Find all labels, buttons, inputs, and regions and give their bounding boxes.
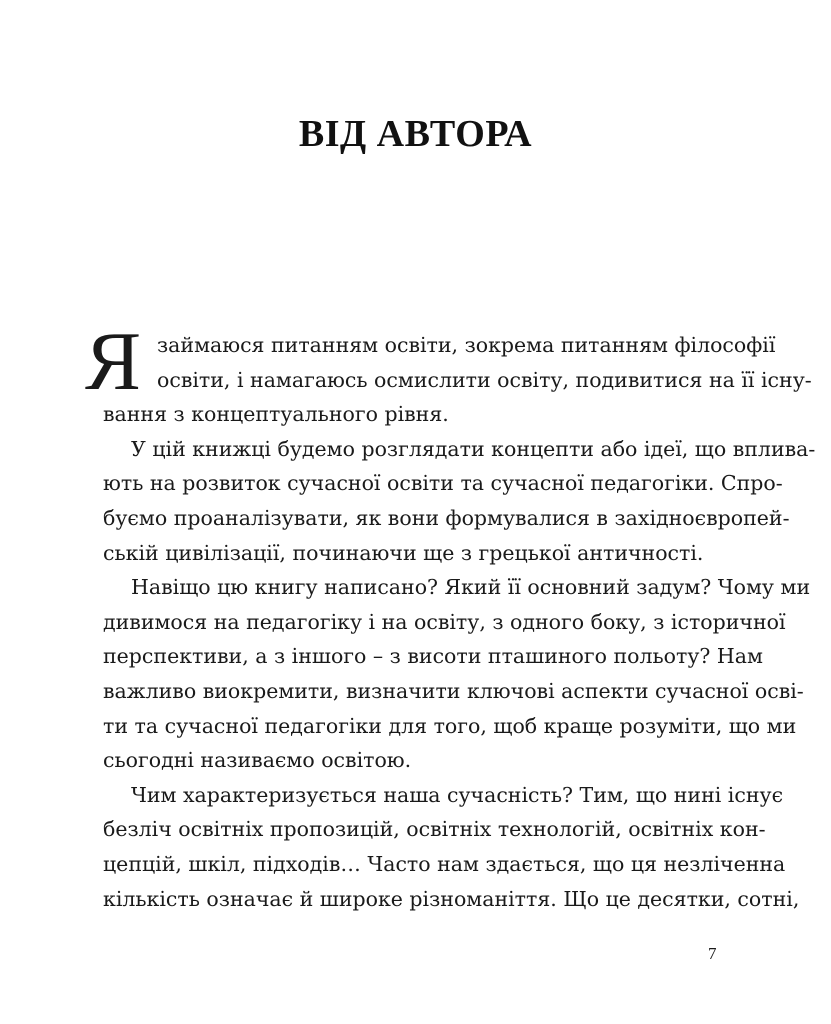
text-line: ській цивілізації, починаючи ще з грецької античності. — [103, 540, 704, 565]
page-title: ВІД АВТОРА — [298, 113, 533, 155]
text-line: цепцій, шкіл, підходів… Часто нам здається, що ця незліченна — [103, 851, 786, 876]
text-line: безліч освітніх пропозицій, освітніх технологій, освітніх кон- — [103, 817, 766, 842]
text-line: кількість означає й широке різноманіття. Що це десятки, сотні, — [103, 886, 800, 911]
paragraph-2 — [103, 432, 816, 570]
body-text — [103, 328, 816, 916]
text-line: ти та сучасної педагогіки для того, щоб краще розуміти, що ми — [103, 713, 797, 738]
text-line: займаюся питанням освіти, зокрема питанням філософії — [157, 333, 776, 357]
text-line: вання з концептуального рівня. — [103, 402, 449, 427]
text-line: дивимося на педагогіку і на освіту, з одного боку, з історичної — [103, 609, 786, 634]
text-line: буємо проаналізувати, як вони формувалися в західноєвропей- — [103, 505, 790, 530]
page-number: 7 — [708, 944, 717, 963]
text-line: важливо виокремити, визначити ключові аспекти сучасної осві- — [103, 678, 804, 703]
paragraph-3 — [103, 570, 811, 778]
text-line: освіти, і намагаюсь осмислити освіту, подивитися на її існу- — [157, 367, 812, 392]
text-line: Чим характеризується наша сучасність? Тим, що нині існує — [131, 782, 784, 807]
text-line: Навіщо цю книгу написано? Який її основний задум? Чому ми — [131, 575, 811, 600]
text-line: У цій книжці будемо розглядати концепти або ідеї, що вплива- — [131, 436, 816, 461]
drop-cap: Я — [85, 315, 142, 408]
text-line: сьогодні називаємо освітою. — [103, 748, 412, 773]
text-line: ють на розвиток сучасної освіти та сучасної педагогіки. Спро- — [103, 471, 783, 496]
paragraph-4 — [103, 778, 800, 916]
paragraph-1 — [103, 328, 812, 432]
text-line: перспективи, а з іншого – з висоти пташиного польоту? Нам — [103, 644, 763, 669]
